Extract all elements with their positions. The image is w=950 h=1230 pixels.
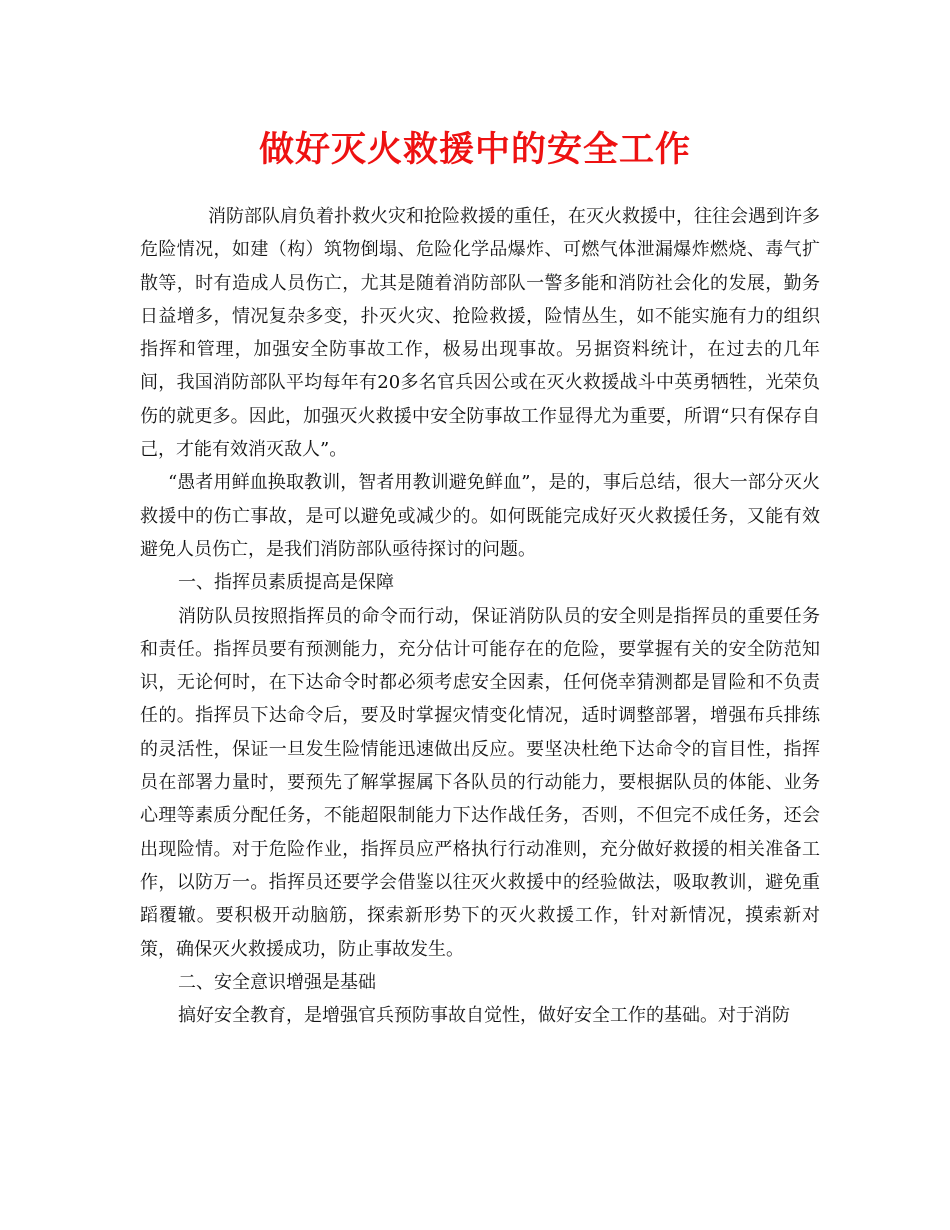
paragraph-safety-education: 搞好安全教育，是增强官兵预防事故自觉性，做好安全工作的基础。对于消防	[178, 1005, 790, 1027]
document-title: 做好灭火救援中的安全工作	[258, 129, 691, 170]
paragraph-intro: 消防部队肩负着扑救火灾和抢险救援的重任，在灭火救援中，往往会遇到许多危险情况，如建（构）筑物倒塌、危险化学品爆炸、可燃气体泄漏爆炸燃烧、毒气扩散等，时有造成人员伤亡，尤其是随着消防部队一警多能和消防社会化的发展，勤务日益增多，情况复杂多变，扑灭火灾、抢险救援，险情丛生，如不能实施有力的组织指挥和管理，加强安全防事故工作，极易出现事故。另据资料统计，在过去的几年间，我国消防部队平均每年有20多名官兵因公或在灭火救援战斗中英勇牺牲，光荣负伤的就更多。因此，加强灭火救援中安全防事故工作显得尤为重要，所谓“只有保存自己，才能有效消灭敌人”。	[140, 206, 820, 461]
paragraph-quote: “愚者用鲜血换取教训，智者用教训避免鲜血”，是的，事后总结，很大一部分灭火救援中的伤亡事故，是可以避免或减少的。如何既能完成好灭火救援任务，又能有效避免人员伤亡，是我们消防部队亟待探讨的问题。	[140, 472, 820, 560]
section-heading-2: 二、安全意识增强是基础	[178, 971, 376, 993]
document-body	[140, 200, 820, 1032]
paragraph-commander: 消防队员按照指挥员的命令而行动，保证消防队员的安全则是指挥员的重要任务和责任。指挥员要有预测能力，充分估计可能存在的危险，要掌握有关的安全防范知识，无论何时，在下达命令时都必须考虑安全因素，任何侥幸猜测都是冒险和不负责任的。指挥员下达命令后，要及时掌握灾情变化情况，适时调整部署，增强布兵排练的灵活性，保证一旦发生险情能迅速做出反应。要坚决杜绝下达命令的盲目性，指挥员在部署力量时，要预先了解掌握属下各队员的行动能力，要根据队员的体能、业务心理等素质分配任务，不能超限制能力下达作战任务，否则，不但完不成任务，还会出现险情。对于危险作业，指挥员应严格执行行动准则，充分做好救援的相关准备工作，以防万一。指挥员还要学会借鉴以往灭火救援中的经验做法，吸取教训，避免重蹈覆辙。要积极开动脑筋，探索新形势下的灭火救援工作，针对新情况，摸索新对策，确保灭火救援成功，防止事故发生。	[140, 605, 820, 960]
section-heading-1: 一、指挥员素质提高是保障	[178, 572, 394, 594]
